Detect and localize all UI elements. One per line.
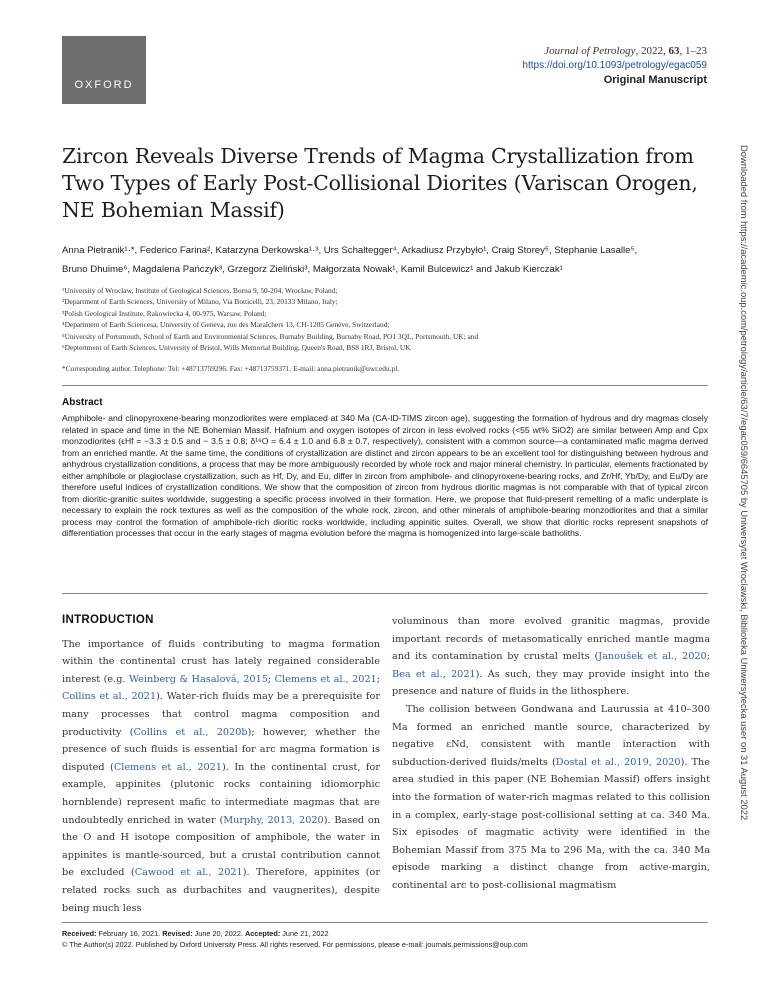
text: voluminous than more evolved granitic magmas, provide important records of metasomatically enriched mantle magma and its contamination by crustal melts ( <box>392 616 710 663</box>
doi-link[interactable]: https://doi.org/10.1093/petrology/egac059 <box>522 60 707 71</box>
citation-link[interactable]: Dostal et al., 2019, 2020 <box>555 756 681 768</box>
logo-text: OXFORD <box>74 79 134 91</box>
accepted-label: Accepted: <box>244 929 281 938</box>
journal-year: , 2022, <box>635 45 669 57</box>
author-list <box>62 241 712 279</box>
affiliations <box>62 285 712 353</box>
received-label: Received: <box>62 929 97 938</box>
authors-line-2: Bruno Dhuime⁶, Magdalena Pańczyk³, Grzegorz Zieliński³, Małgorzata Nowak¹, Kamil Bulcewicz¹ and Jakub Kierczak¹ <box>62 264 563 275</box>
copyright: © The Author(s) 2022. Published by Oxford University Press. All rights reserved. For permissions, please e-mail: journals.permissions@oup.com <box>62 940 528 950</box>
journal-volume: 63 <box>668 45 680 57</box>
text: ). Based on the O and H isotope composition of amphibole, the water in appinites is mantle-sourced, but a crustal contribution cannot be excluded ( <box>62 814 380 879</box>
text: The collision between Gondwana and Laurussia at 410–300 Ma formed an enriched mantle source, characterized by negative εNd, consistent with mantle interaction with subduction-derived fluids/melts ( <box>392 703 710 768</box>
paper-title: Zircon Reveals Diverse Trends of Magma Crystallization from Two Types of Early Post-Collisional Diorites (Variscan Orogen, NE Bohemian Massif) <box>62 144 698 222</box>
divider <box>62 593 708 594</box>
citation-link[interactable]: Collins et al., 2021 <box>62 691 157 703</box>
paragraph <box>392 613 710 701</box>
text: ). As such, they may provide insight into the presence and nature of fluids in the lithosphere. <box>392 668 710 698</box>
revised-label: Revised: <box>162 929 193 938</box>
abstract-heading: Abstract <box>62 397 103 408</box>
text: ; <box>267 673 275 685</box>
text: ). Water-rich fluids may be a prerequisite for many processes that control magma composition and productivity ( <box>62 691 380 738</box>
citation-link[interactable]: Collins et al., 2020b <box>133 726 248 738</box>
text: ; <box>706 651 710 663</box>
affiliation: ¹University of Wrocław, Institute of Geological Sciences, Borna 9, 50-204, Wrocław, Poland; <box>62 286 338 295</box>
journal-meta <box>522 45 707 86</box>
footer <box>62 928 708 950</box>
journal-pages: , 1–23 <box>679 45 707 57</box>
dates-line <box>62 928 708 939</box>
citation-link[interactable]: Janoušek et al., 2020 <box>598 651 707 663</box>
download-watermark: Downloaded from https://academic.oup.com/petrology/article/63/7/egac059/6645705 by Uniwersytet Wroclawski, Biblioteka Uniwersytecka user on 31 August 2022 <box>739 145 750 821</box>
text: ); however, whether the presence of such fluids is essential for arc magma formation is disputed ( <box>62 726 380 773</box>
citation-link[interactable]: Clemens et al., 2021 <box>274 673 377 685</box>
right-column <box>392 613 710 895</box>
journal-citation <box>522 45 707 57</box>
citation-link[interactable]: Weinberg & Hasalová, 2015 <box>129 673 268 685</box>
journal-name: Journal of Petrology <box>544 45 636 57</box>
affiliation: ²Department of Earth Sciences, University of Milano, Via Botticelli, 23, 20133 Milano, Italy; <box>62 297 338 307</box>
accepted-date: June 21, 2022 <box>280 929 329 938</box>
affiliation: ⁶Deptertment of Earth Sciences, University of Bristol, Wills Memorial Building, Queen's Road, BS8 1RJ, Bristol, UK <box>62 343 411 353</box>
text: ). Therefore, appinites (or related rocks such as durbachites and vaugnerites), despite being much less <box>62 867 381 914</box>
text: The importance of fluids contributing to magma formation within the continental crust has lately regained considerable interest (e.g. <box>62 638 380 685</box>
authors-line-1: Anna Pietranik¹·*, Federico Farina², Katarzyna Derkowska¹·³, Urs Schaltegger⁴, Arkadiusz Przybyło¹, Craig Storey⁵, Stephanie Lasalle⁵, <box>62 245 638 256</box>
corresponding-author: *Corresponding author. Telephone: Tel: +48713759296. Fax: +48713759371. E-mail: anna.pietranik@uwr.edu.pl. <box>62 364 400 373</box>
citation-link[interactable]: Cawood et al., 2021 <box>134 867 243 879</box>
text: ). The area studied in this paper (NE Bohemian Massif) offers insight into the formation of water-rich magmas related to this collision in a complex, early-stage post-collisional setting at ca. 340 Ma. Six episodes of magmatic activity were identified in the Bohemian Massif from 375 Ma to 296 Ma, with the ca. 340 Ma episode marking a distinct change from active-margin, continental arc to post-collisional magmatism <box>392 756 711 891</box>
manuscript-type: Original Manuscript <box>603 74 707 86</box>
citation-link[interactable]: Bea et al., 2021 <box>392 668 476 680</box>
citation-link[interactable]: Murphy, 2013, 2020 <box>223 814 324 826</box>
section-heading: INTRODUCTION <box>62 614 154 626</box>
text: ; <box>376 673 380 685</box>
left-column <box>62 612 380 917</box>
affiliation: ⁴Department of Earth Sciencesa, University of Geneva, rue des Maraîchers 13, CH-1205 Genève, Switzerland; <box>62 320 390 330</box>
text: ). In the continental crust, for example, appinites (plutonic rocks containing idiomorphic hornblende) represent mafic to intermediate magmas that are undoubtedly enriched in water ( <box>62 761 380 826</box>
divider <box>62 385 708 386</box>
revised-date: June 20, 2022. <box>192 929 245 938</box>
citation-link[interactable]: Clemens et al., 2021 <box>113 761 222 773</box>
paragraph <box>392 701 710 895</box>
affiliation: ³Polish Geological Institute, Rakowiecka 4, 00-975, Warsaw, Poland; <box>62 308 267 318</box>
affiliation: ⁵University of Portsmouth, School of Earth and Environmental Sciences, Burnaby Building, Burnaby Road, PO1 3QL, Portsmouth, UK; and <box>62 331 479 341</box>
divider <box>62 922 708 923</box>
received-date: February 16, 2021. <box>96 929 163 938</box>
oxford-logo <box>62 36 146 104</box>
abstract-text: Amphibole- and clinopyroxene-bearing monzodiorites were emplaced at 340 Ma (CA-ID-TIMS zircon age), suggesting the formation of hydrous and dry magmas closely related in space and time in the NE Bohemian Massif. Hafnium and oxygen isotopes of zircon in less evolved rocks (<55 wt% SiO2) are similar between Amp and Cpx monzodiorites (εHf = −3.3 ± 0.5 and − 3.5 ± 0.8; δ¹⁸O = 6.4 ± 1.0 and 6.8 ± 0.7, respectively), consistent with a common source—a contaminated mafic magma derived from an enriched mantle. At the same time, the conditions of crystallization are distinct and zircon appears to be an excellent tool for distinguishing between hydrous and anhydrous crystallization conditions, a process that may be more ambiguously recorded by whole rock and major mineral chemistry. In particular, elements fractionated by either amphibole or plagioclase crystallization, such as Hf, Dy, and Eu, differ in zircon from amphibole- and clinopyroxene-bearing rocks, and Zr/Hf, Yb/Dy, and Eu/Dy are therefore useful indices of crystallization conditions. We show that the composition of zircon from hydrous dioritic magmas is not comparable with that of typical zircon from dioritic-granitic suites worldwide, suggesting a specific process involved in their formation. Here, we propose that fluid-present remelting of a mafic underplate is necessary to explain the rock textures as well as the composition of the whole rock, zircon, and other minerals of amphibole-bearing monzodiorites and that a similar process may control the formation of amphibole-rich dioritic rocks worldwide, including appinitic suites. Overall, we show that dioritic rocks represent snapshots of differentiation processes that occur in the early stages of magma evolution before the magma is homogenized into large-scale batholiths. <box>62 413 708 539</box>
paragraph <box>62 636 380 918</box>
